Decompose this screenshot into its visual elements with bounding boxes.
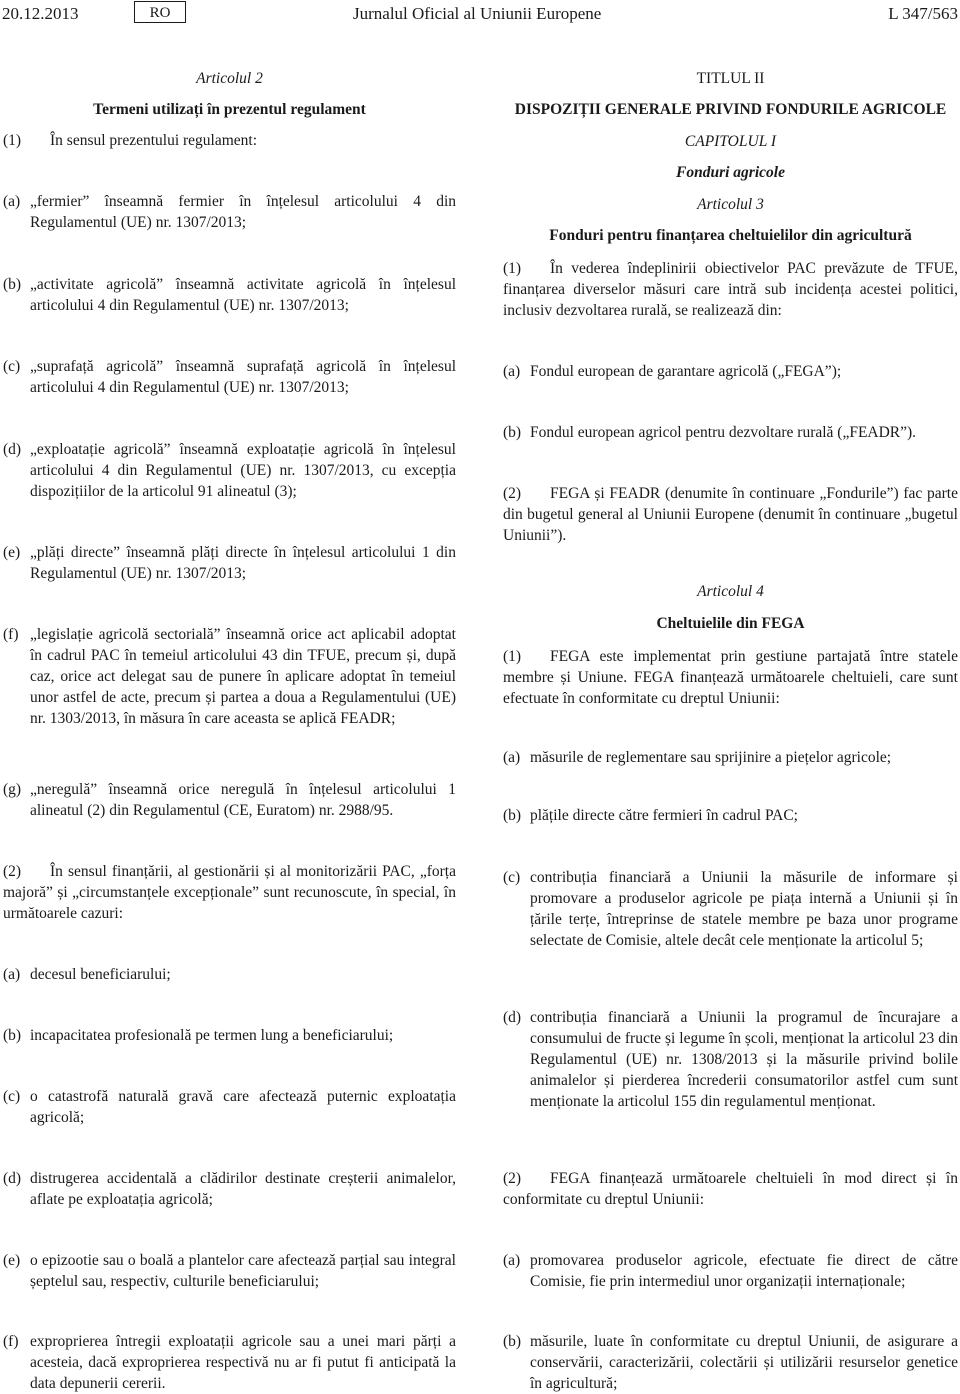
article-4-paragraph-2 (503, 1168, 958, 1210)
item-label: (d) (503, 1009, 522, 1026)
paragraph-text: FEGA este implementat prin gestiune partajată între statele membre și Uniune. FEGA finanțează următoarele cheltuieli, care sunt efectuate în conformitate cu dreptul Uniunii: (503, 648, 958, 707)
article-3-number: Articolul 3 (697, 196, 764, 213)
definition-item-g (3, 779, 456, 821)
item-label: (e) (3, 1252, 21, 1269)
item-label: (b) (503, 1333, 522, 1350)
chapter-number: CAPITOLUL I (684, 133, 777, 150)
item-label: (f) (3, 1333, 19, 1350)
item-text: o epizootie sau o boală a plantelor care afectează parțial sau integral șeptelul sau, respectiv, culturile beneficiarului; (30, 1252, 456, 1290)
expense-item-a (503, 747, 958, 768)
paragraph-text: FEGA și FEADR (denumite în continuare „Fondurile”) fac parte din bugetul general al Uniunii Europene (denumit în continuare „bugetul Uniunii”). (503, 485, 958, 544)
case-item-b (3, 1025, 456, 1046)
language-code-box: RO (134, 1, 186, 23)
item-label: (b) (503, 424, 522, 441)
expense-item-d (503, 1007, 958, 1112)
item-label: (f) (3, 626, 19, 643)
definition-item-c (3, 356, 456, 398)
item-label: (b) (3, 1027, 22, 1044)
item-label: (e) (3, 544, 21, 561)
definition-item-b (3, 274, 456, 316)
item-label: (d) (3, 1170, 22, 1187)
item-text: „activitate agricolă” înseamnă activitate agricolă în înțelesul articolului 4 din Regulamentul (UE) nr. 1307/2013; (30, 276, 456, 314)
item-label: (a) (3, 966, 21, 983)
paragraph-text: În vederea îndeplinirii obiectivelor PAC prevăzute de TFUE, finanțarea diverselor măsuri care intră sub incidența acestei politici, inclusiv dezvoltarea rurală, se realizează din: (503, 260, 958, 319)
item-label: (a) (503, 749, 521, 766)
article-2-paragraph-2 (3, 861, 456, 924)
article-4-title: Cheltuielile din FEGA (656, 615, 805, 632)
paragraph-number: (2) (3, 863, 22, 880)
item-text: exproprierea întregii exploatații agricole sau a unei mari părți a acesteia, dacă exproprierea respectivă nu ar fi putut fi anticipată la data depunerii cererii. (30, 1333, 456, 1392)
article-4-number: Articolul 4 (697, 583, 764, 600)
direct-expense-item-a (503, 1250, 958, 1292)
item-text: plățile directe către fermieri în cadrul PAC; (530, 807, 798, 824)
item-text: incapacitatea profesională pe termen lung a beneficiarului; (30, 1027, 394, 1044)
article-2-paragraph-1 (3, 130, 456, 151)
definition-item-f (3, 624, 456, 729)
item-text: măsurile, luate în conformitate cu dreptul Uniunii, de asigurare a conservării, caracterizării, colectării și utilizării resurselor genetice în agricultură; (530, 1333, 958, 1392)
chapter-name: Fonduri agricole (676, 164, 785, 181)
case-item-d (3, 1168, 456, 1210)
title-number: TITLUL II (696, 70, 765, 87)
case-item-e (3, 1250, 456, 1292)
expense-item-b (503, 805, 958, 826)
item-text: măsurile de reglementare sau sprijinire a piețelor agricole; (530, 749, 892, 766)
article-3-paragraph-1 (503, 258, 958, 321)
page-reference: L 347/563 (888, 4, 958, 23)
item-label: (a) (3, 193, 21, 210)
item-label: (c) (3, 358, 21, 375)
item-text: o catastrofă naturală gravă care afectează puternic exploatația agricolă; (30, 1088, 456, 1126)
page-header (0, 0, 960, 30)
paragraph-number: (1) (3, 132, 22, 149)
paragraph-number: (1) (503, 260, 522, 277)
item-text: contribuția financiară a Uniunii la programul de încurajare a consumului de fructe și legume în școli, menționat la articolul 23 din Regulamentul (UE) nr. 1308/2013 și la măsurile privind bolile animalelor și pierderea încrederii consumatorilor astfel cum sunt menționate la articolul 155 din regulamentul menționat. (530, 1009, 958, 1110)
item-text: „plăți directe” înseamnă plăți directe în înțelesul articolului 1 din Regulamentul (UE) nr. 1307/2013; (30, 544, 456, 582)
item-text: „exploatație agricolă” înseamnă exploatație agricolă în înțelesul articolului 4 din Regulamentul (UE) nr. 1307/2013, cu excepția dispozițiilor de la articolul 91 alineatul (3); (30, 441, 456, 500)
item-label: (c) (3, 1088, 21, 1105)
issue-date: 20.12.2013 (2, 4, 79, 23)
item-text: promovarea produselor agricole, efectuate fie direct de către Comisie, fie prin intermediul unor organizații internaționale; (530, 1252, 958, 1290)
title-name: DISPOZIȚII GENERALE PRIVIND FONDURILE AGRICOLE (514, 101, 947, 118)
item-label: (a) (503, 1252, 521, 1269)
item-text: „fermier” înseamnă fermier în înțelesul articolului 4 din Regulamentul (UE) nr. 1307/2013; (30, 193, 456, 231)
item-text: Fondul european de garantare agricolă („FEGA”); (530, 363, 842, 380)
item-label: (c) (503, 869, 521, 886)
item-label: (a) (503, 363, 521, 380)
expense-item-c (503, 867, 958, 951)
item-text: „suprafață agricolă” înseamnă suprafață agricolă în înțelesul articolului 4 din Regulamentul (UE) nr. 1307/2013; (30, 358, 456, 396)
fund-item-a (503, 361, 958, 382)
item-text: „neregulă” înseamnă orice neregulă în înțelesul articolului 1 alineatul (2) din Regulamentul (CE, Euratom) nr. 2988/95. (30, 781, 456, 819)
item-label: (b) (3, 276, 22, 293)
article-4-paragraph-1 (503, 646, 958, 709)
item-text: Fondul european agricol pentru dezvoltare rurală („FEADR”). (530, 424, 917, 441)
definition-item-e (3, 542, 456, 584)
definition-item-a (3, 191, 456, 233)
paragraph-text: În sensul prezentului regulament: (50, 132, 258, 149)
item-label: (b) (503, 807, 522, 824)
case-item-a (3, 964, 456, 985)
item-text: „legislație agricolă sectorială” înseamnă orice act aplicabil adoptat în cadrul PAC în temeiul articolului 43 din TFUE, precum și, după caz, orice act delegat sau de punere în aplicare adoptat în temeiul unor astfel de acte, precum și partea a doua a Regulamentului (UE) nr. 1303/2013, în măsura în care aceasta se aplică FEADR; (30, 626, 456, 727)
paragraph-number: (1) (503, 648, 522, 665)
case-item-c (3, 1086, 456, 1128)
paragraph-text: FEGA finanțează următoarele cheltuieli în mod direct și în conformitate cu dreptul Uniunii: (503, 1170, 958, 1208)
paragraph-number: (2) (503, 1170, 522, 1187)
item-text: contribuția financiară a Uniunii la măsurile de informare și promovare a produselor agricole pe piața internă a Uniunii și în țările terțe, întreprinse de statele membre pe baza unor programe selectate de Comisie, altele decât cele menționate la articolul 5; (530, 869, 958, 949)
paragraph-number: (2) (503, 485, 522, 502)
item-text: distrugerea accidentală a clădirilor destinate creșterii animalelor, aflate pe exploatația agricolă; (30, 1170, 456, 1208)
article-2-title: Termeni utilizați în prezentul regulament (93, 101, 366, 118)
article-3-title: Fonduri pentru finanțarea cheltuielilor din agricultură (549, 227, 912, 244)
paragraph-text: În sensul finanțării, al gestionării și al monitorizării PAC, „forța majoră” și „circumstanțele excepționale” sunt recunoscute, în special, în următoarele cazuri: (3, 863, 456, 922)
journal-title: Jurnalul Oficial al Uniunii Europene (353, 4, 602, 23)
article-3-paragraph-2 (503, 483, 958, 546)
item-label: (d) (3, 441, 22, 458)
article-2-number: Articolul 2 (196, 70, 263, 87)
fund-item-b (503, 422, 958, 443)
case-item-f (3, 1331, 456, 1394)
item-label: (g) (3, 781, 22, 798)
definition-item-d (3, 439, 456, 502)
direct-expense-item-b (503, 1331, 958, 1394)
item-text: decesul beneficiarului; (30, 966, 171, 983)
